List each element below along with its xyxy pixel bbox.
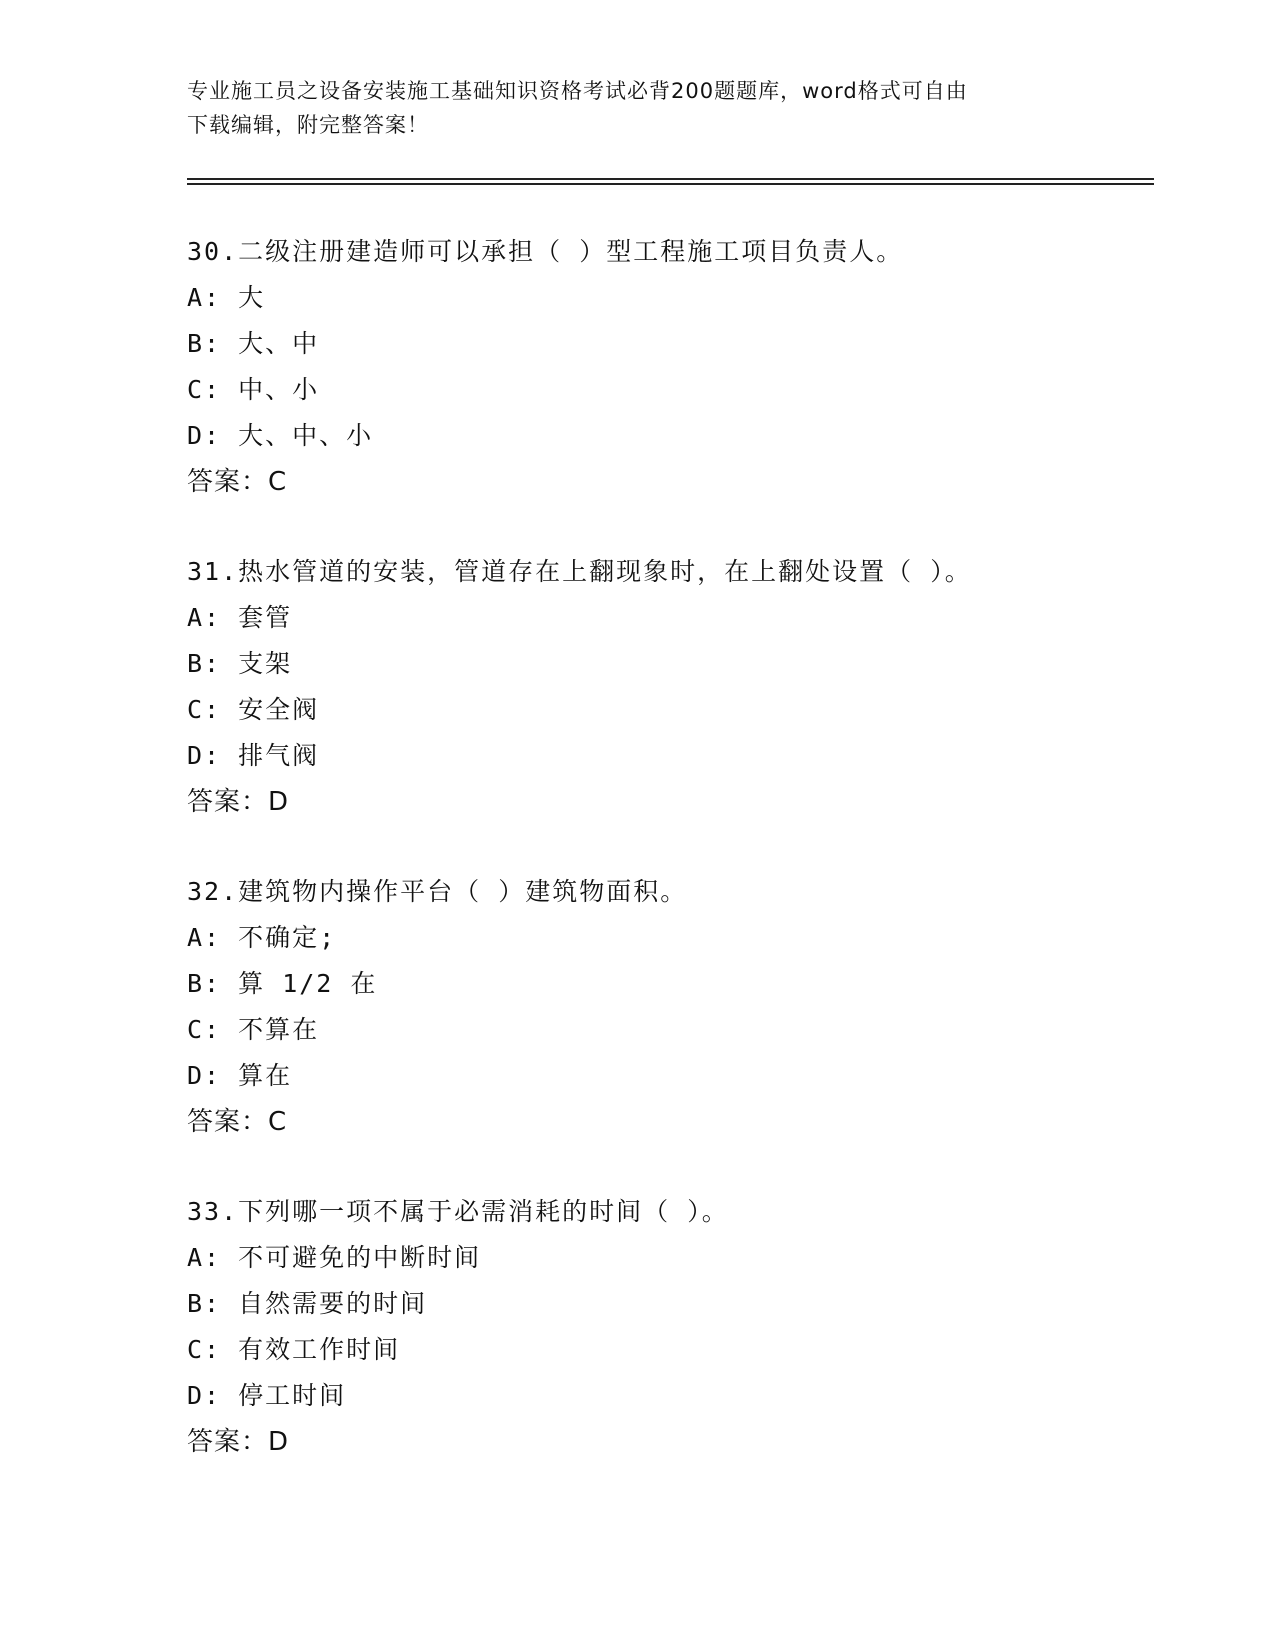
option-c: C: 不算在 — [187, 1015, 320, 1044]
answer-line: 答案：D — [187, 1427, 290, 1457]
option-c: C: 安全阀 — [187, 695, 320, 724]
option-a: A: 大 — [187, 283, 266, 312]
option-d: D: 大、中、小 — [187, 421, 374, 450]
option-c: C: 有效工作时间 — [187, 1335, 401, 1364]
answer-line: 答案：D — [187, 787, 290, 817]
question-stem: 33.下列哪一项不属于必需消耗的时间（ ）。 — [187, 1197, 729, 1226]
option-a: A: 不可避免的中断时间 — [187, 1243, 482, 1272]
header-title-line-2: 下载编辑，附完整答案！ — [187, 113, 429, 137]
option-d: D: 停工时间 — [187, 1381, 347, 1410]
option-b: B: 算 1/2 在 — [187, 969, 378, 998]
header-divider-top — [187, 178, 1154, 180]
option-c: C: 中、小 — [187, 375, 320, 404]
option-b: B: 自然需要的时间 — [187, 1289, 428, 1318]
answer-line: 答案：C — [187, 1107, 288, 1137]
answer-line: 答案：C — [187, 467, 288, 497]
option-a: A: 套管 — [187, 603, 293, 632]
option-b: B: 大、中 — [187, 329, 320, 358]
question-31 — [187, 549, 1147, 825]
question-stem: 32.建筑物内操作平台（ ）建筑物面积。 — [187, 877, 688, 906]
option-d: D: 排气阀 — [187, 741, 320, 770]
question-stem: 30.二级注册建造师可以承担（ ）型工程施工项目负责人。 — [187, 237, 904, 266]
header-title-line-1: 专业施工员之设备安装施工基础知识资格考试必背200题题库，word格式可自由 — [187, 79, 968, 103]
question-stem: 31.热水管道的安装，管道存在上翻现象时，在上翻处设置（ ）。 — [187, 557, 972, 586]
option-b: B: 支架 — [187, 649, 293, 678]
option-d: D: 算在 — [187, 1061, 293, 1090]
option-a: A: 不确定; — [187, 923, 337, 952]
question-32 — [187, 869, 1147, 1145]
question-33 — [187, 1189, 1147, 1465]
question-30 — [187, 229, 1147, 505]
header-divider-bottom — [187, 183, 1154, 185]
document-header — [187, 74, 1077, 142]
